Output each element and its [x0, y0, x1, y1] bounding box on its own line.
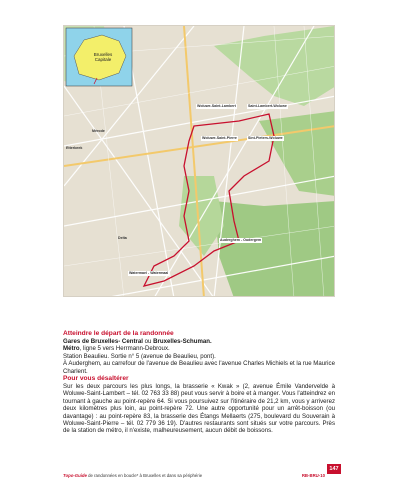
gares-line	[63, 338, 335, 345]
auderghem-line: À Auderghem, au carrefour de l'avenue de Beaulieu avec l'avenue Charles Michiels et la rue Maurice Charlent.	[63, 360, 335, 375]
route-map	[63, 25, 335, 297]
gares-label2: Bruxelles-Schuman.	[153, 338, 212, 345]
metro-label: Métro	[63, 345, 80, 353]
label-woluwe-lambert-nl: Saint-Lambert-Woluwe	[248, 104, 287, 108]
label-woluwe-pierre: Woluwe-Saint-Pierre	[202, 136, 237, 140]
label-etterbeek: Etterbeek	[66, 146, 83, 150]
inset-label	[78, 52, 128, 62]
page-footer	[63, 466, 339, 480]
footer-code: RB-BRU-10	[301, 473, 325, 478]
label-woluwe-lambert: Woluwe-Saint-Lambert	[197, 104, 236, 108]
station-line: Station Beaulieu. Sortie n° 5 (avenue de Beaulieu, pont).	[63, 352, 216, 360]
label-auderghem: Auderghem - Oudergem	[220, 238, 262, 242]
label-delta: Delta	[118, 236, 127, 240]
page-number: 147	[327, 464, 341, 474]
heading-depart: Atteindre le départ de la randonnée	[63, 330, 174, 337]
page-content	[63, 330, 335, 435]
label-merode: Mérode	[92, 129, 105, 133]
heading-desalterer: Pour vous désaltérer	[63, 375, 129, 383]
gares-or: ou	[142, 338, 154, 345]
inset-label-line1: Bruxelles	[93, 52, 113, 57]
footer-text	[63, 473, 202, 478]
gares-label: Gares de Bruxelles- Central	[63, 338, 143, 345]
footer-rest: de randonnées en boucle* à Bruxelles et dans sa périphérie	[86, 473, 203, 478]
metro-line	[63, 345, 335, 352]
label-watermael: Watermael - Watermaal	[129, 271, 169, 275]
metro-rest: , ligne 5 vers Herrmann-Debroux.	[79, 345, 170, 353]
map-drawing	[64, 26, 335, 297]
footer-brand: Topo-Guide	[63, 473, 87, 478]
label-woluwe-pierre-nl: Sint-Pieters-Woluwe	[248, 136, 283, 140]
paragraph-desalterer: Sur les deux parcours les plus longs, la brasserie « Kwak » (2, avenue Émile Vandervelde à Woluwe-Saint-Lambert – tél. 02 763 33 88) peut vous servir à boire et à manger. Vous l'atteindrez en tournant à gauche au point-repère 64. Si vous poursuivez sur l'itinéraire de 21,2 km, vous y arriverez deux kilomètres plus loin, au point-repère 72. Une autre opportunité pour un arrêt-boisson (ou davantage) : au point-repère 83, la brasserie des Étangs Mellaerts (275, boulevard du Souverain à Woluwe-Saint-Pierre – tél. 02 779 36 19). D'autres restaurants sont situés sur votre parcours. Près de la station de métro, il n'existe, malheureusement, aucun débit de boissons.	[63, 383, 335, 435]
inset-label-line2: Capitale	[94, 57, 112, 62]
